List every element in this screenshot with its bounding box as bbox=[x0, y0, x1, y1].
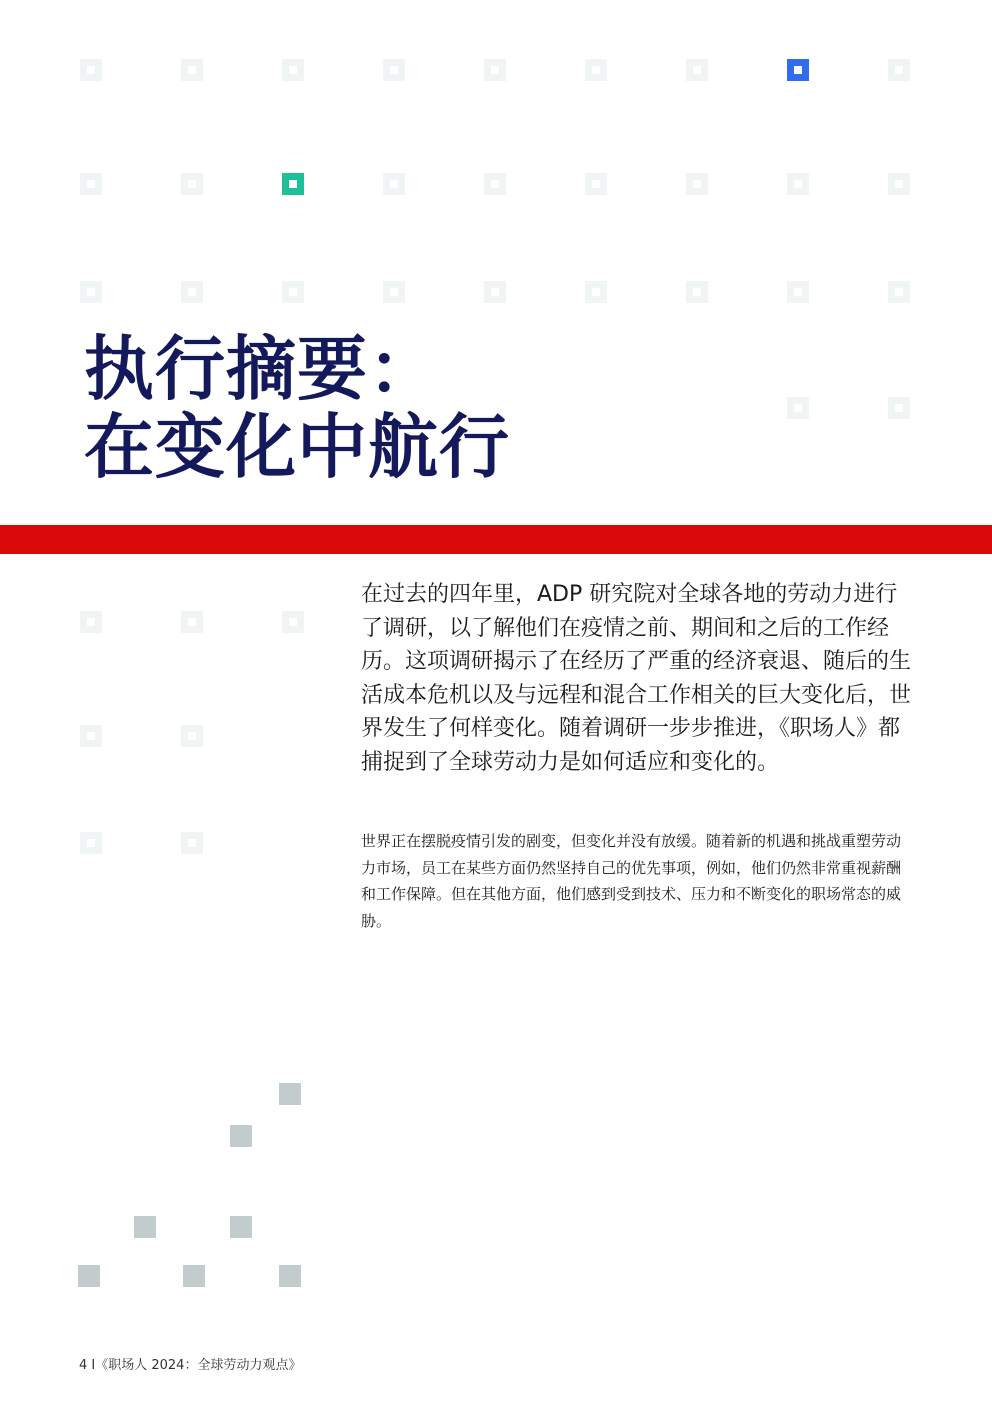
decor-square bbox=[888, 173, 910, 195]
decor-square bbox=[383, 173, 405, 195]
decor-square bbox=[80, 281, 102, 303]
decor-square bbox=[181, 832, 203, 854]
decor-square bbox=[484, 173, 506, 195]
decor-square-grey bbox=[230, 1125, 252, 1147]
decor-square bbox=[585, 281, 607, 303]
page-title bbox=[84, 330, 510, 486]
decor-square bbox=[585, 59, 607, 81]
page-title-line-2: 在变化中航行 bbox=[84, 406, 510, 488]
decor-square bbox=[282, 281, 304, 303]
decor-square-grey bbox=[279, 1265, 301, 1287]
decor-square bbox=[80, 611, 102, 633]
red-divider-band bbox=[0, 525, 992, 554]
decor-square bbox=[80, 59, 102, 81]
decor-square bbox=[80, 173, 102, 195]
decor-square bbox=[80, 832, 102, 854]
decor-square bbox=[787, 173, 809, 195]
decor-square-grey bbox=[134, 1216, 156, 1238]
decor-square bbox=[686, 173, 708, 195]
decor-square bbox=[181, 725, 203, 747]
page-title-line-1: 执行摘要： bbox=[84, 328, 439, 410]
decor-square bbox=[181, 281, 203, 303]
decor-square bbox=[383, 59, 405, 81]
decor-square-blue bbox=[787, 59, 809, 81]
decor-square bbox=[181, 611, 203, 633]
decor-square bbox=[888, 59, 910, 81]
decor-square-teal bbox=[282, 173, 304, 195]
decor-square bbox=[686, 59, 708, 81]
lead-paragraph: 在过去的四年里，ADP 研究院对全球各地的劳动力进行了调研，以了解他们在疫情之前、期间和之后的工作经历。这项调研揭示了在经历了严重的经济衰退、随后的生活成本危机以及与远程和混合工作相关的巨大变化后，世界发生了何样变化。随着调研一步步推进，《职场人》都捕捉到了全球劳动力是如何适应和变化的。 bbox=[361, 582, 912, 775]
decor-square-grey bbox=[230, 1216, 252, 1238]
decor-square bbox=[181, 59, 203, 81]
body-paragraph: 世界正在摆脱疫情引发的剧变，但变化并没有放缓。随着新的机遇和挑战重塑劳动力市场，员工在某些方面仍然坚持自己的优先事项，例如，他们仍然非常重视薪酬和工作保障。但在其他方面，他们感到受到技术、压力和不断变化的职场常态的威胁。 bbox=[361, 832, 902, 930]
decor-square bbox=[80, 725, 102, 747]
decor-square bbox=[585, 173, 607, 195]
decor-square-grey bbox=[183, 1265, 205, 1287]
decor-square bbox=[888, 281, 910, 303]
decor-square bbox=[383, 281, 405, 303]
decor-square bbox=[484, 59, 506, 81]
decor-square bbox=[181, 173, 203, 195]
page-footer: 4 I《职场人 2024：全球劳动力观点》 bbox=[79, 1358, 302, 1373]
decor-square bbox=[888, 397, 910, 419]
decor-square bbox=[787, 281, 809, 303]
decor-square bbox=[282, 59, 304, 81]
decor-square bbox=[787, 397, 809, 419]
decor-square-grey bbox=[78, 1265, 100, 1287]
decor-square-grey bbox=[279, 1083, 301, 1105]
decor-square bbox=[484, 281, 506, 303]
decor-square bbox=[282, 611, 304, 633]
decor-square bbox=[686, 281, 708, 303]
